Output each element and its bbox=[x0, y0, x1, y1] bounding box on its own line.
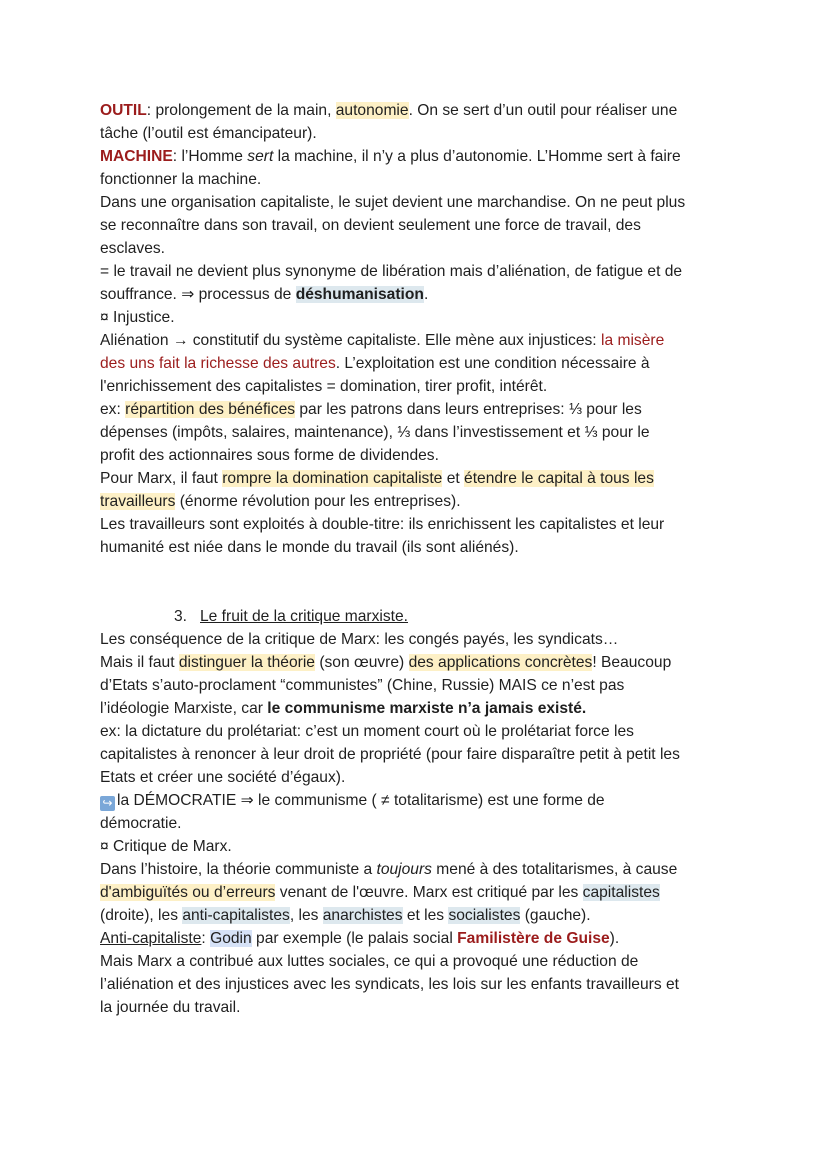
text-line bbox=[100, 697, 768, 720]
paragraph-block-critique bbox=[100, 628, 768, 1019]
text-line bbox=[100, 99, 768, 122]
text-span: l’aliénation et des injustices avec les syndicats, les lois sur les enfants travailleurs et bbox=[100, 976, 679, 993]
text-span: anti-capitalistes bbox=[182, 907, 290, 924]
text-span: : bbox=[201, 930, 211, 947]
text-span: sert bbox=[247, 148, 274, 165]
text-span: anarchistes bbox=[322, 907, 403, 924]
text-line bbox=[100, 306, 768, 329]
text-span: souffrance. ⇒ processus de bbox=[100, 286, 296, 303]
text-span: Dans une organisation capitaliste, le sujet devient une marchandise. On ne peut plus bbox=[100, 194, 686, 211]
text-span: : l’Homme bbox=[172, 148, 248, 165]
text-line bbox=[100, 398, 768, 421]
text-line bbox=[100, 513, 768, 536]
text-line bbox=[100, 720, 768, 743]
text-span: Dans l’histoire, la théorie communiste a bbox=[100, 861, 377, 878]
text-span: fonctionner la machine. bbox=[100, 171, 262, 188]
text-line bbox=[100, 490, 768, 513]
text-span: , les bbox=[289, 907, 323, 924]
text-span: ! Beaucoup bbox=[592, 654, 672, 671]
text-span: (droite), les bbox=[100, 907, 183, 924]
text-span: l'enrichissement des capitalistes = domination, tirer profit, intérêt. bbox=[100, 378, 548, 395]
section-heading bbox=[100, 605, 768, 628]
text-span: autonomie bbox=[335, 102, 409, 119]
text-line bbox=[100, 237, 768, 260]
text-line bbox=[100, 536, 768, 559]
text-span: des uns fait la richesse des autres bbox=[100, 355, 336, 372]
text-span: d’Etats s’auto-proclament “communistes” (Chine, Russie) MAIS ce n’est pas bbox=[100, 677, 625, 694]
text-line bbox=[100, 145, 768, 168]
text-span: venant de l'œuvre. Marx est critiqué par les bbox=[275, 884, 583, 901]
text-span: Mais Marx a contribué aux luttes sociales, ce qui a provoqué une réduction de bbox=[100, 953, 639, 970]
text-span: Anti-capitaliste bbox=[100, 930, 202, 947]
text-span: répartition des bénéfices bbox=[125, 401, 296, 418]
text-span: (gauche). bbox=[520, 907, 591, 924]
text-line bbox=[100, 973, 768, 996]
text-span: : prolongement de la main, bbox=[146, 102, 336, 119]
text-line bbox=[100, 743, 768, 766]
text-line bbox=[100, 674, 768, 697]
text-span: (énorme révolution pour les entreprises). bbox=[175, 493, 461, 510]
text-line bbox=[100, 858, 768, 881]
text-span: . bbox=[423, 286, 429, 303]
text-line bbox=[100, 329, 768, 352]
text-line bbox=[100, 467, 768, 490]
text-span: humanité est niée dans le monde du travail (ils sont aliénés). bbox=[100, 539, 519, 556]
text-span: Pour Marx, il faut bbox=[100, 470, 223, 487]
text-span: capitalistes à renoncer à leur droit de propriété (pour faire disparaître petit à petit les bbox=[100, 746, 680, 763]
text-span: Godin bbox=[210, 930, 252, 947]
text-line bbox=[100, 214, 768, 237]
text-span: la misère bbox=[600, 332, 665, 349]
text-line bbox=[100, 789, 768, 812]
section-number: 3. bbox=[174, 608, 188, 625]
text-span: ex: la dictature du prolétariat: c’est un moment court où le prolétariat force les bbox=[100, 723, 634, 740]
text-line bbox=[100, 904, 768, 927]
text-span: ¤ Critique de Marx. bbox=[100, 838, 232, 855]
text-span: la DÉMOCRATIE ⇒ le communisme ( ≠ totalitarisme) est une forme de bbox=[117, 792, 605, 809]
text-line bbox=[100, 628, 768, 651]
text-line bbox=[100, 950, 768, 973]
text-span: des applications concrètes bbox=[408, 654, 593, 671]
text-span: ¤ Injustice. bbox=[100, 309, 175, 326]
text-span: socialistes bbox=[448, 907, 521, 924]
text-line bbox=[100, 283, 768, 306]
text-span: ). bbox=[609, 930, 620, 947]
text-span: toujours bbox=[376, 861, 432, 878]
text-line bbox=[100, 444, 768, 467]
text-span: étendre le capital à tous les bbox=[464, 470, 654, 487]
swap-icon: ↪ bbox=[100, 796, 115, 811]
text-span: d'ambiguïtés ou d’erreurs bbox=[100, 884, 276, 901]
text-span: Mais il faut bbox=[100, 654, 179, 671]
text-span: mené à des totalitarismes, à cause bbox=[431, 861, 678, 878]
text-line bbox=[100, 191, 768, 214]
text-line bbox=[100, 375, 768, 398]
text-line bbox=[100, 352, 768, 375]
text-line bbox=[100, 835, 768, 858]
text-span: déshumanisation bbox=[295, 286, 424, 303]
text-line bbox=[100, 881, 768, 904]
text-span: Familistère de Guise bbox=[457, 930, 610, 947]
text-span: Etats et créer une société d’égaux). bbox=[100, 769, 346, 786]
text-span: le communisme marxiste n’a jamais existé. bbox=[267, 700, 587, 717]
text-span: par les patrons dans leurs entreprises: ⅓ pour les bbox=[295, 401, 642, 418]
text-span: démocratie. bbox=[100, 815, 182, 832]
paragraph-block-alienation bbox=[100, 99, 768, 559]
text-line bbox=[100, 996, 768, 1019]
text-span: profit des actionnaires sous forme de dividendes. bbox=[100, 447, 439, 464]
text-span: la machine, il n’y a plus d’autonomie. L’Homme sert à faire bbox=[273, 148, 681, 165]
text-line bbox=[100, 651, 768, 674]
text-span: capitalistes bbox=[582, 884, 660, 901]
text-line bbox=[100, 421, 768, 444]
text-span: l’idéologie Marxiste, car bbox=[100, 700, 268, 717]
text-line bbox=[100, 168, 768, 191]
text-span: ex: bbox=[100, 401, 126, 418]
text-span: = le travail ne devient plus synonyme de libération mais d’aliénation, de fatigue et de bbox=[100, 263, 683, 280]
text-span: la journée du travail. bbox=[100, 999, 241, 1016]
text-span: rompre la domination capitaliste bbox=[222, 470, 443, 487]
text-span: se reconnaître dans son travail, on devient seulement une force de travail, des bbox=[100, 217, 641, 234]
text-span: par exemple (le palais social bbox=[251, 930, 458, 947]
text-span: distinguer la théorie bbox=[178, 654, 315, 671]
text-span: (son œuvre) bbox=[314, 654, 409, 671]
text-span: Les travailleurs sont exploités à double-titre: ils enrichissent les capitalistes et leur bbox=[100, 516, 665, 533]
spacer bbox=[100, 559, 768, 605]
text-span: esclaves. bbox=[100, 240, 166, 257]
text-span: . On se sert d’un outil pour réaliser une bbox=[408, 102, 678, 119]
text-span: dépenses (impôts, salaires, maintenance), ⅓ dans l’investissement et ⅓ pour le bbox=[100, 424, 650, 441]
text-span: et bbox=[442, 470, 465, 487]
text-span: travailleurs bbox=[100, 493, 176, 510]
text-span: MACHINE bbox=[100, 148, 173, 165]
text-span: et les bbox=[402, 907, 449, 924]
text-span: Aliénation → constitutif du système capitaliste. Elle mène aux injustices: bbox=[100, 332, 601, 349]
section-title: Le fruit de la critique marxiste. bbox=[200, 608, 409, 625]
text-span: . L’exploitation est une condition nécessaire à bbox=[335, 355, 650, 372]
text-line bbox=[100, 812, 768, 835]
text-line bbox=[100, 260, 768, 283]
text-line bbox=[100, 122, 768, 145]
text-line bbox=[100, 927, 768, 950]
text-span: Les conséquence de la critique de Marx: les congés payés, les syndicats… bbox=[100, 631, 619, 648]
text-span: tâche (l’outil est émancipateur). bbox=[100, 125, 317, 142]
text-line bbox=[100, 766, 768, 789]
text-span: OUTIL bbox=[100, 102, 147, 119]
